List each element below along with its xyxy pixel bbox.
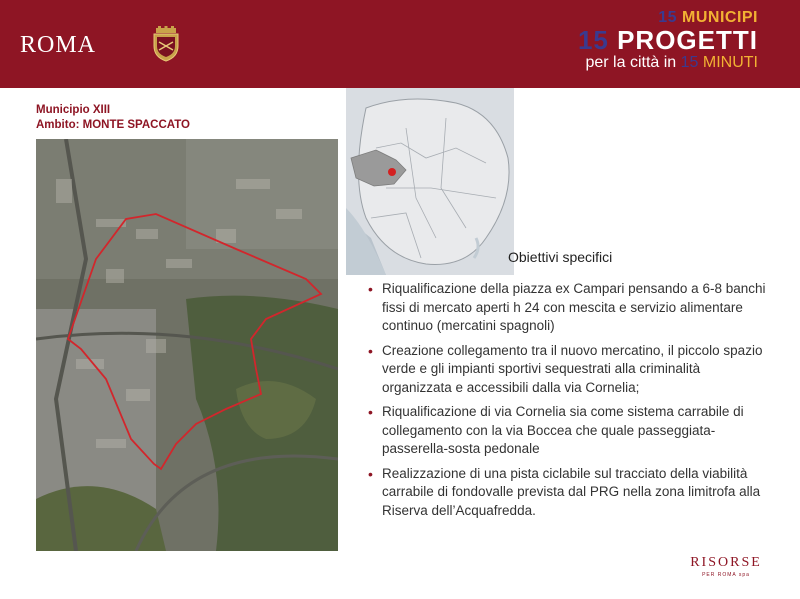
- objectives-title: Obiettivi specifici: [508, 249, 613, 265]
- title-line-1: 15 MUNICIPI: [658, 9, 758, 26]
- title-line-3: per la città in 15 MINUTI: [585, 54, 758, 71]
- objective-item: • Creazione collegamento tra il nuovo mercatino, il piccolo spazio verde e gli impianti sportivi sequestrati alla criminalità organizzata e accessibili dalla via Cornelia;: [368, 342, 770, 398]
- header-band: [0, 0, 800, 88]
- objectives-list: [368, 280, 770, 526]
- title-line-2: 15 PROGETTI: [577, 25, 758, 55]
- rome-district-map-graphic: [346, 88, 514, 275]
- objective-item: • Riqualificazione della piazza ex Campari pensando a 6-8 banchi fissi di mercato aperti h 24 con mescita e servizio alimentare continuo (mercatini spagnoli): [368, 280, 770, 336]
- objective-item: • Realizzazione di una pista ciclabile sul tracciato della viabilità carrabile di fondovalle prevista dal PRG nella zona limitrofa alla Riserva dell’Acquafredda.: [368, 465, 770, 521]
- roma-crest-icon: [150, 26, 182, 62]
- location-label: [36, 103, 190, 133]
- title-block: [578, 10, 758, 71]
- risorse-logo: [686, 555, 766, 578]
- aerial-photo-graphic: [36, 139, 338, 551]
- aerial-photo: [36, 139, 338, 551]
- roma-logo: ROMA: [20, 32, 97, 58]
- rome-district-map: [346, 88, 514, 275]
- objective-item: • Riqualificazione di via Cornelia sia come sistema carrabile di collegamento con la via Boccea che quale passeggiata-passerella-sosta pedonale: [368, 403, 770, 459]
- risorse-brand: RISORSE: [690, 555, 762, 570]
- ambito-label: Ambito: MONTE SPACCATO: [36, 119, 190, 131]
- municipio-label: Municipio XIII: [36, 104, 111, 116]
- risorse-tagline: PER ROMA spa: [702, 572, 750, 578]
